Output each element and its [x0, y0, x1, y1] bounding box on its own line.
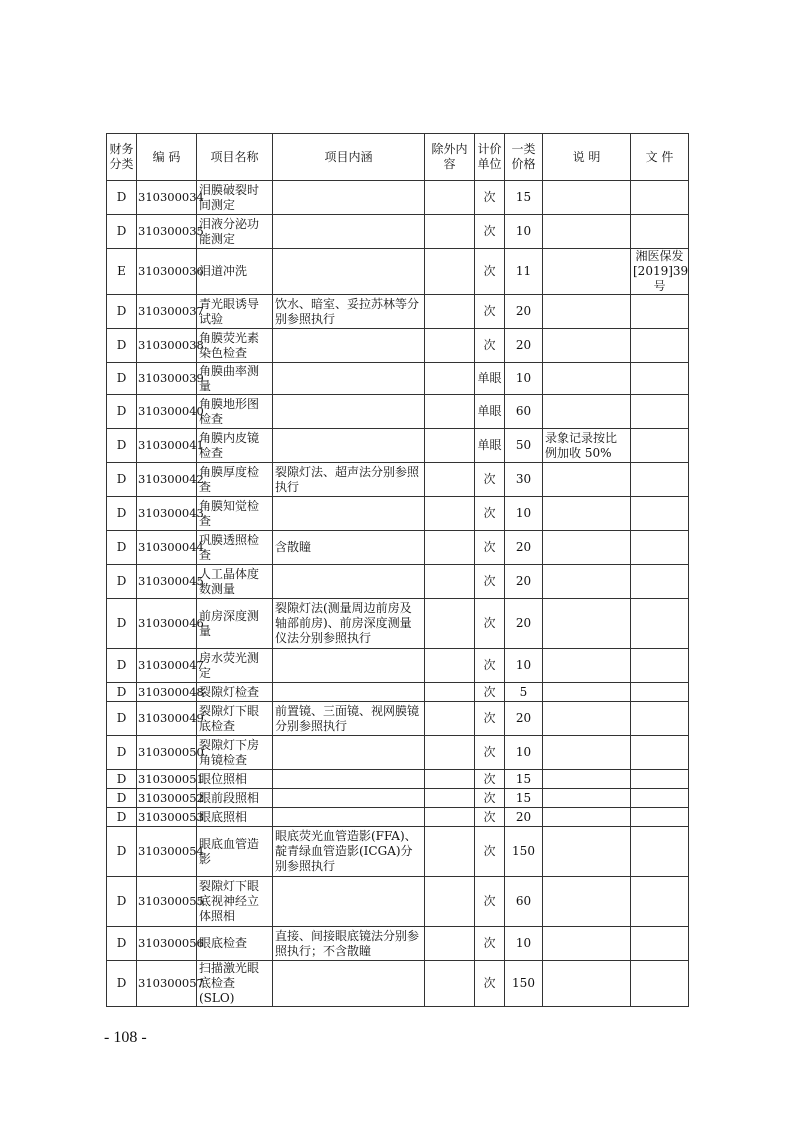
cell-code: 310300044: [137, 531, 197, 565]
cell-file: [631, 736, 689, 770]
cell-exclusion: [425, 808, 475, 827]
cell-category: D: [107, 827, 137, 877]
cell-note: [543, 497, 631, 531]
cell-price: 20: [505, 531, 543, 565]
header-exclusion: 除外内容: [425, 134, 475, 181]
cell-category: D: [107, 683, 137, 702]
cell-category: D: [107, 215, 137, 249]
cell-code: 310300051: [137, 770, 197, 789]
cell-unit: 次: [475, 329, 505, 363]
cell-content: 饮水、暗室、妥拉苏林等分别参照执行: [273, 295, 425, 329]
cell-exclusion: [425, 181, 475, 215]
cell-exclusion: [425, 927, 475, 961]
cell-name: 裂隙灯检查: [197, 683, 273, 702]
cell-category: D: [107, 736, 137, 770]
cell-file: [631, 215, 689, 249]
cell-unit: 次: [475, 736, 505, 770]
header-unit: 计价单位: [475, 134, 505, 181]
cell-exclusion: [425, 702, 475, 736]
cell-unit: 次: [475, 702, 505, 736]
cell-unit: 次: [475, 683, 505, 702]
cell-exclusion: [425, 565, 475, 599]
cell-price: 15: [505, 181, 543, 215]
cell-content: [273, 877, 425, 927]
cell-code: 310300043: [137, 497, 197, 531]
header-price: 一类价格: [505, 134, 543, 181]
cell-unit: 次: [475, 649, 505, 683]
table-row: [107, 463, 689, 497]
cell-file: [631, 683, 689, 702]
header-note: 说 明: [543, 134, 631, 181]
cell-note: [543, 961, 631, 1007]
cell-name: 角膜地形图检查: [197, 395, 273, 429]
cell-price: 20: [505, 329, 543, 363]
cell-content: [273, 961, 425, 1007]
cell-content: 眼底荧光血管造影(FFA)、靛青绿血管造影(ICGA)分别参照执行: [273, 827, 425, 877]
cell-name: 眼底检查: [197, 927, 273, 961]
cell-category: D: [107, 808, 137, 827]
cell-price: 11: [505, 249, 543, 295]
cell-price: 10: [505, 649, 543, 683]
table-row: [107, 565, 689, 599]
cell-name: 眼底照相: [197, 808, 273, 827]
cell-note: [543, 531, 631, 565]
cell-code: 310300052: [137, 789, 197, 808]
cell-exclusion: [425, 827, 475, 877]
cell-name: 扫描激光眼底检查(SLO): [197, 961, 273, 1007]
table-row: [107, 649, 689, 683]
header-file: 文 件: [631, 134, 689, 181]
cell-code: 310300046: [137, 599, 197, 649]
cell-unit: 次: [475, 808, 505, 827]
table-row: [107, 770, 689, 789]
cell-unit: 次: [475, 181, 505, 215]
cell-note: [543, 808, 631, 827]
cell-category: D: [107, 565, 137, 599]
cell-name: 泪液分泌功能测定: [197, 215, 273, 249]
cell-file: [631, 789, 689, 808]
cell-name: 角膜荧光素染色检查: [197, 329, 273, 363]
cell-file: [631, 463, 689, 497]
cell-category: D: [107, 497, 137, 531]
cell-price: 20: [505, 599, 543, 649]
cell-code: 310300056: [137, 927, 197, 961]
cell-file: [631, 877, 689, 927]
cell-note: [543, 736, 631, 770]
cell-note: [543, 599, 631, 649]
table-row: [107, 181, 689, 215]
table-row: [107, 683, 689, 702]
cell-file: [631, 827, 689, 877]
cell-code: 310300057: [137, 961, 197, 1007]
cell-note: [543, 463, 631, 497]
cell-note: [543, 249, 631, 295]
cell-price: 20: [505, 565, 543, 599]
header-name: 项目名称: [197, 134, 273, 181]
cell-category: D: [107, 429, 137, 463]
header-category: 财务分类: [107, 134, 137, 181]
cell-name: 角膜内皮镜检查: [197, 429, 273, 463]
cell-price: 15: [505, 770, 543, 789]
cell-code: 310300048: [137, 683, 197, 702]
cell-note: [543, 827, 631, 877]
cell-unit: 次: [475, 599, 505, 649]
cell-code: 310300039: [137, 363, 197, 395]
cell-note: [543, 789, 631, 808]
cell-unit: 次: [475, 531, 505, 565]
cell-file: [631, 649, 689, 683]
cell-file: [631, 329, 689, 363]
cell-unit: 次: [475, 295, 505, 329]
cell-content: [273, 215, 425, 249]
fee-schedule-table: [106, 133, 689, 1007]
cell-price: 20: [505, 295, 543, 329]
table-row: [107, 531, 689, 565]
cell-content: [273, 808, 425, 827]
cell-category: D: [107, 702, 137, 736]
cell-content: [273, 429, 425, 463]
cell-unit: 次: [475, 497, 505, 531]
table-row: [107, 363, 689, 395]
cell-category: D: [107, 599, 137, 649]
table-row: [107, 702, 689, 736]
cell-exclusion: [425, 961, 475, 1007]
table-row: [107, 497, 689, 531]
cell-name: 裂隙灯下眼底视神经立体照相: [197, 877, 273, 927]
cell-content: [273, 649, 425, 683]
cell-price: 10: [505, 736, 543, 770]
cell-exclusion: [425, 497, 475, 531]
cell-file: [631, 181, 689, 215]
cell-code: 310300038: [137, 329, 197, 363]
cell-code: 310300045: [137, 565, 197, 599]
cell-exclusion: [425, 736, 475, 770]
cell-unit: 次: [475, 927, 505, 961]
cell-code: 310300047: [137, 649, 197, 683]
cell-file: [631, 565, 689, 599]
cell-exclusion: [425, 531, 475, 565]
cell-unit: 次: [475, 770, 505, 789]
cell-content: [273, 249, 425, 295]
cell-price: 10: [505, 497, 543, 531]
cell-name: 巩膜透照检查: [197, 531, 273, 565]
cell-name: 角膜知觉检查: [197, 497, 273, 531]
cell-note: [543, 329, 631, 363]
table-row: [107, 295, 689, 329]
cell-price: 150: [505, 961, 543, 1007]
cell-content: 含散瞳: [273, 531, 425, 565]
cell-category: E: [107, 249, 137, 295]
cell-file: [631, 531, 689, 565]
cell-content: [273, 395, 425, 429]
cell-note: [543, 363, 631, 395]
cell-exclusion: [425, 789, 475, 808]
cell-price: 60: [505, 877, 543, 927]
table-row: [107, 827, 689, 877]
cell-note: [543, 702, 631, 736]
cell-name: 前房深度测量: [197, 599, 273, 649]
cell-price: 30: [505, 463, 543, 497]
cell-name: 泪膜破裂时间测定: [197, 181, 273, 215]
cell-name: 角膜厚度检查: [197, 463, 273, 497]
cell-category: D: [107, 395, 137, 429]
cell-file: [631, 770, 689, 789]
cell-content: [273, 683, 425, 702]
cell-file: [631, 363, 689, 395]
cell-code: 310300055: [137, 877, 197, 927]
cell-content: 裂隙灯法(测量周边前房及轴部前房)、前房深度测量仪法分别参照执行: [273, 599, 425, 649]
cell-exclusion: [425, 599, 475, 649]
cell-file: [631, 927, 689, 961]
cell-name: 眼位照相: [197, 770, 273, 789]
cell-file: [631, 429, 689, 463]
cell-exclusion: [425, 463, 475, 497]
table-row: [107, 599, 689, 649]
cell-price: 150: [505, 827, 543, 877]
cell-price: 15: [505, 789, 543, 808]
cell-category: D: [107, 649, 137, 683]
cell-exclusion: [425, 329, 475, 363]
cell-category: D: [107, 531, 137, 565]
cell-code: 310300041: [137, 429, 197, 463]
cell-price: 20: [505, 808, 543, 827]
cell-name: 人工晶体度数测量: [197, 565, 273, 599]
cell-exclusion: [425, 395, 475, 429]
table-row: [107, 249, 689, 295]
cell-category: D: [107, 463, 137, 497]
cell-category: D: [107, 927, 137, 961]
cell-category: D: [107, 363, 137, 395]
cell-exclusion: [425, 363, 475, 395]
cell-note: [543, 770, 631, 789]
cell-code: 310300036: [137, 249, 197, 295]
cell-file: 湘医保发[2019]39号: [631, 249, 689, 295]
cell-note: [543, 683, 631, 702]
cell-file: [631, 295, 689, 329]
cell-content: [273, 329, 425, 363]
cell-code: 310300037: [137, 295, 197, 329]
cell-name: 房水荧光测定: [197, 649, 273, 683]
cell-price: 10: [505, 363, 543, 395]
cell-price: 60: [505, 395, 543, 429]
cell-code: 310300050: [137, 736, 197, 770]
cell-note: [543, 877, 631, 927]
header-content: 项目内涵: [273, 134, 425, 181]
cell-content: 前置镜、三面镜、视网膜镜分别参照执行: [273, 702, 425, 736]
cell-name: 泪道冲洗: [197, 249, 273, 295]
cell-note: [543, 565, 631, 599]
cell-file: [631, 961, 689, 1007]
cell-price: 50: [505, 429, 543, 463]
cell-content: [273, 770, 425, 789]
table-row: [107, 927, 689, 961]
cell-name: 青光眼诱导试验: [197, 295, 273, 329]
cell-category: D: [107, 877, 137, 927]
cell-note: [543, 181, 631, 215]
cell-note: [543, 927, 631, 961]
cell-content: [273, 789, 425, 808]
cell-unit: 次: [475, 215, 505, 249]
cell-file: [631, 599, 689, 649]
cell-unit: 次: [475, 827, 505, 877]
cell-exclusion: [425, 683, 475, 702]
table-body: [107, 181, 689, 1007]
cell-exclusion: [425, 295, 475, 329]
cell-code: 310300053: [137, 808, 197, 827]
table-header-row: [107, 134, 689, 181]
header-code: 编 码: [137, 134, 197, 181]
cell-code: 310300049: [137, 702, 197, 736]
cell-unit: 次: [475, 463, 505, 497]
cell-file: [631, 702, 689, 736]
cell-note: [543, 215, 631, 249]
cell-exclusion: [425, 649, 475, 683]
cell-unit: 单眼: [475, 429, 505, 463]
cell-content: 直接、间接眼底镜法分别参照执行；不含散瞳: [273, 927, 425, 961]
cell-content: [273, 497, 425, 531]
cell-content: [273, 736, 425, 770]
cell-code: 310300035: [137, 215, 197, 249]
cell-code: 310300054: [137, 827, 197, 877]
cell-note: 录象记录按比例加收 50%: [543, 429, 631, 463]
cell-price: 10: [505, 927, 543, 961]
cell-file: [631, 395, 689, 429]
cell-unit: 单眼: [475, 395, 505, 429]
table-row: [107, 429, 689, 463]
cell-category: D: [107, 789, 137, 808]
table-row: [107, 395, 689, 429]
cell-note: [543, 649, 631, 683]
cell-note: [543, 395, 631, 429]
cell-code: 310300034: [137, 181, 197, 215]
cell-category: D: [107, 295, 137, 329]
cell-name: 角膜曲率测量: [197, 363, 273, 395]
cell-content: 裂隙灯法、超声法分别参照执行: [273, 463, 425, 497]
cell-category: D: [107, 329, 137, 363]
cell-file: [631, 497, 689, 531]
page-number: - 108 -: [104, 1029, 147, 1046]
cell-unit: 次: [475, 961, 505, 1007]
cell-content: [273, 363, 425, 395]
cell-file: [631, 808, 689, 827]
cell-name: 裂隙灯下房角镜检查: [197, 736, 273, 770]
cell-exclusion: [425, 770, 475, 789]
cell-exclusion: [425, 249, 475, 295]
cell-content: [273, 181, 425, 215]
cell-code: 310300040: [137, 395, 197, 429]
cell-name: 眼前段照相: [197, 789, 273, 808]
cell-unit: 次: [475, 249, 505, 295]
cell-name: 裂隙灯下眼底检查: [197, 702, 273, 736]
table-row: [107, 808, 689, 827]
table-row: [107, 961, 689, 1007]
cell-note: [543, 295, 631, 329]
cell-unit: 次: [475, 877, 505, 927]
cell-category: D: [107, 181, 137, 215]
cell-exclusion: [425, 429, 475, 463]
table-row: [107, 215, 689, 249]
cell-price: 10: [505, 215, 543, 249]
cell-category: D: [107, 961, 137, 1007]
cell-unit: 单眼: [475, 363, 505, 395]
cell-unit: 次: [475, 789, 505, 808]
cell-category: D: [107, 770, 137, 789]
cell-price: 20: [505, 702, 543, 736]
cell-exclusion: [425, 877, 475, 927]
table-row: [107, 736, 689, 770]
table-row: [107, 789, 689, 808]
cell-name: 眼底血管造影: [197, 827, 273, 877]
cell-code: 310300042: [137, 463, 197, 497]
cell-unit: 次: [475, 565, 505, 599]
table-row: [107, 329, 689, 363]
table-row: [107, 877, 689, 927]
cell-exclusion: [425, 215, 475, 249]
cell-content: [273, 565, 425, 599]
cell-price: 5: [505, 683, 543, 702]
